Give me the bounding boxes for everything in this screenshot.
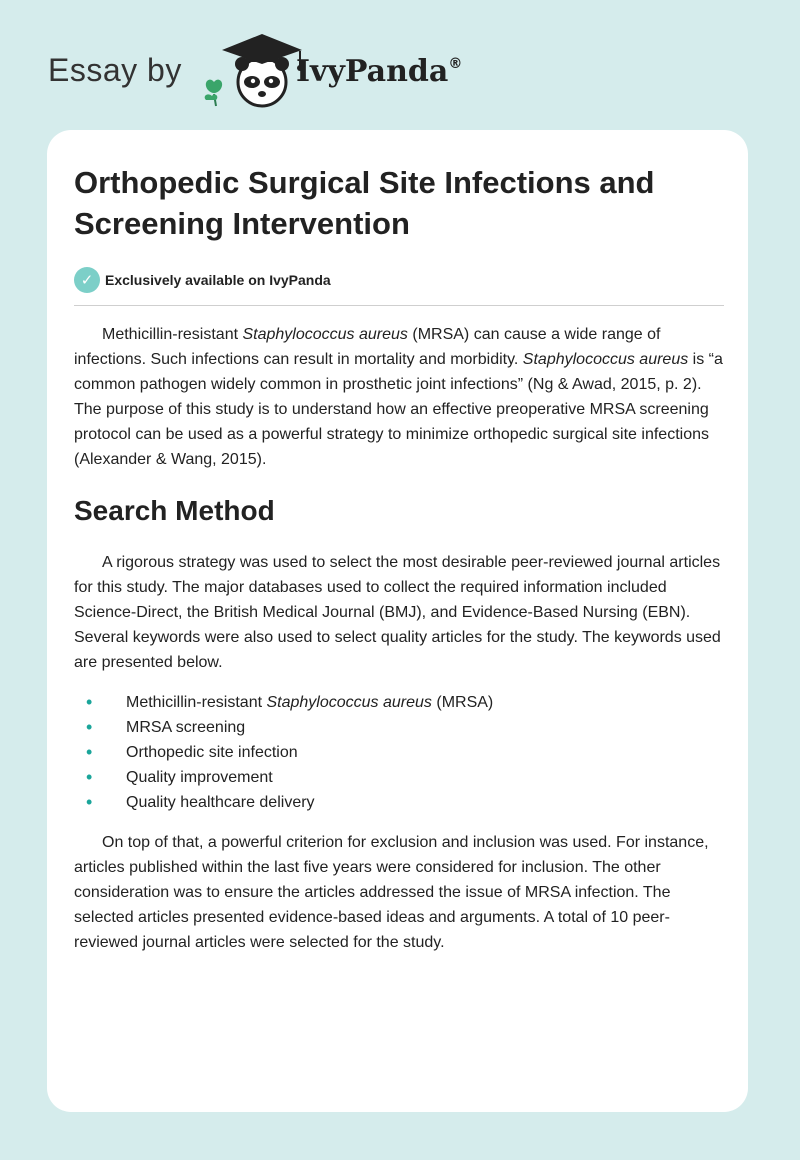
search-method-paragraph: A rigorous strategy was used to select the most desirable peer-reviewed journal articles for this study. The major databases used to collect the required information included Science-Direct, the British Medical Journal (BMJ), and Evidence-Based Nursing (EBN). Several keywords were also used to select quality articles for the study. The keywords used are presented below. <box>74 554 721 671</box>
bullet-icon: • <box>86 792 93 812</box>
bullet-icon: • <box>86 742 93 762</box>
divider <box>74 305 724 306</box>
panda-logo-icon[interactable] <box>200 32 310 110</box>
list-item: • Methicillin-resistant Staphylococcus aureus (MRSA) <box>74 690 724 715</box>
list-item: • MRSA screening <box>74 715 724 740</box>
bullet-icon: • <box>86 767 93 787</box>
list-item: • Orthopedic site infection <box>74 740 724 765</box>
bullet-icon: • <box>86 717 93 737</box>
page-title: Orthopedic Surgical Site Infections and Screening Intervention <box>74 165 655 241</box>
criteria-paragraph: On top of that, a powerful criterion for exclusion and inclusion was used. For instance, articles published within the last five years were considered for inclusion. The other consideration was to ensure the articles addressed the issue of MRSA infection. The selected articles presented evidence-based ideas and arguments. A total of 10 peer-reviewed journal articles were selected for the study. <box>74 834 709 951</box>
exclusive-label: Exclusively available on IvyPanda <box>105 272 331 288</box>
intro-paragraph: Methicillin-resistant Staphylococcus aureus (MRSA) can cause a wide range of infections. Such infections can result in mortality and morbidity. Staphylococcus aureus is “a common pathogen widely common in prosthetic joint infections” (Ng & Awad, 2015, p. 2). The purpose of this study is to understand how an effective preoperative MRSA screening protocol can be used as a powerful strategy to minimize orthopedic surgical site infections (Alexander & Wang, 2015). <box>74 326 723 468</box>
essay-content <box>74 162 724 955</box>
bullet-icon: • <box>86 692 93 712</box>
essay-by-label: Essay by <box>48 52 182 88</box>
brand-name[interactable]: IvyPanda® <box>296 54 463 89</box>
checkmark-icon: ✓ <box>74 267 100 293</box>
keyword-list <box>74 690 724 815</box>
essay-card <box>47 130 748 1112</box>
list-item: • Quality healthcare delivery <box>74 790 724 815</box>
registered-mark: ® <box>448 56 463 72</box>
section-heading-search-method: Search Method <box>74 495 275 526</box>
list-item: • Quality improvement <box>74 765 724 790</box>
exclusive-badge <box>74 266 724 294</box>
site-header <box>48 30 748 110</box>
